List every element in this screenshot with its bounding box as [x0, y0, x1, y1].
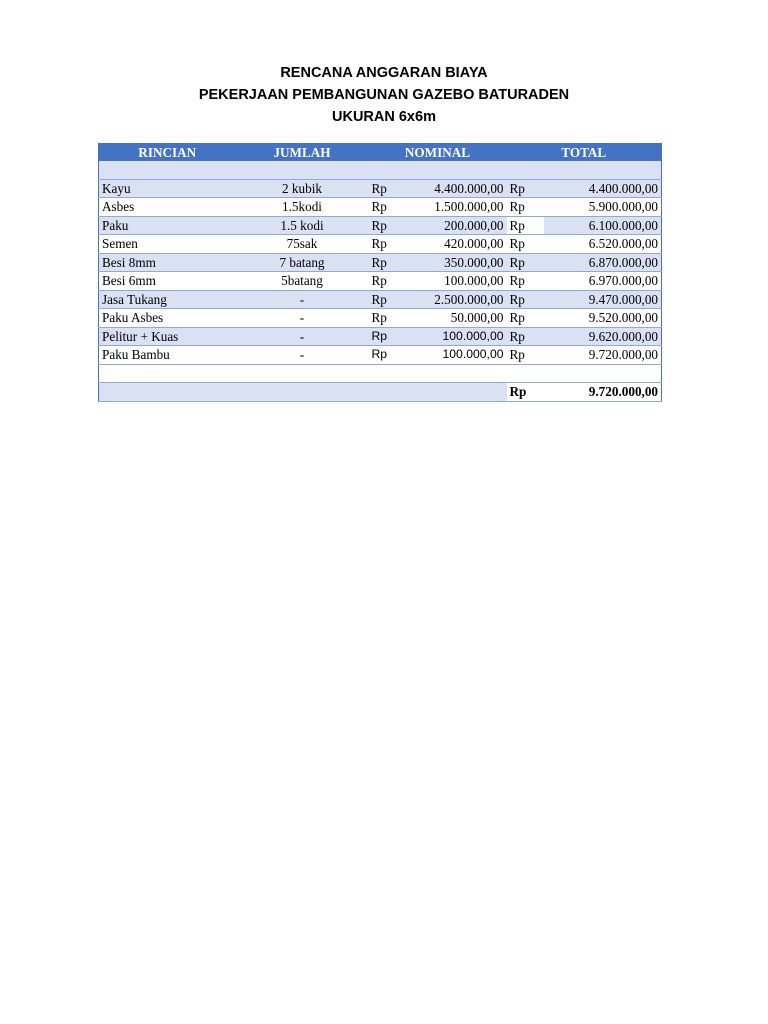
cell-rincian: Semen — [99, 235, 236, 254]
header-total: TOTAL — [507, 144, 662, 162]
cell-total: 6.520.000,00 — [544, 235, 662, 254]
cell-total: 9.620.000,00 — [544, 327, 662, 346]
cell-nominal-currency: Rp — [369, 235, 410, 254]
cell-jumlah: 75sak — [236, 235, 369, 254]
table-row — [99, 216, 662, 235]
table-row — [99, 272, 662, 291]
title-line-3: UKURAN 6x6m — [332, 109, 436, 125]
cell-total: 6.970.000,00 — [544, 272, 662, 291]
cell-jumlah: 1.5 kodi — [236, 216, 369, 235]
cell-total: 6.100.000,00 — [544, 216, 662, 235]
cell-total: 9.520.000,00 — [544, 309, 662, 328]
grand-total-value: 9.720.000,00 — [544, 383, 662, 402]
cell-rincian: Besi 8mm — [99, 253, 236, 272]
cell-nominal-currency: Rp — [369, 216, 410, 235]
cell-nominal-currency: Rp — [369, 309, 410, 328]
cell-rincian: Besi 6mm — [99, 272, 236, 291]
cell-nominal-currency: Rp — [369, 272, 410, 291]
cell-nominal: 200.000,00 — [410, 216, 507, 235]
spacer-row — [99, 364, 662, 383]
cell-jumlah: 5batang — [236, 272, 369, 291]
cell-nominal-currency: Rp — [369, 290, 410, 309]
cell-total-currency: Rp — [507, 179, 544, 198]
cell-nominal-currency: Rp — [369, 327, 410, 346]
cell-nominal: 100.000,00 — [410, 272, 507, 291]
document-title-block — [0, 62, 768, 128]
table-header-row — [99, 144, 662, 162]
cell-nominal: 1.500.000,00 — [410, 198, 507, 217]
cell-rincian: Jasa Tukang — [99, 290, 236, 309]
table-row — [99, 198, 662, 217]
cell-nominal: 50.000,00 — [410, 309, 507, 328]
cell-nominal: 4.400.000,00 — [410, 179, 507, 198]
table-row — [99, 235, 662, 254]
header-jumlah: JUMLAH — [236, 144, 369, 162]
cell-jumlah: - — [236, 346, 369, 365]
cell-total-currency: Rp — [507, 346, 544, 365]
cell-total-currency: Rp — [507, 253, 544, 272]
cell-jumlah: - — [236, 327, 369, 346]
table-row — [99, 179, 662, 198]
cell-nominal: 350.000,00 — [410, 253, 507, 272]
cell-rincian: Kayu — [99, 179, 236, 198]
header-nominal: NOMINAL — [369, 144, 507, 162]
cell-nominal: 100.000,00 — [410, 346, 507, 365]
title-line-2: PEKERJAAN PEMBANGUNAN GAZEBO BATURADEN — [198, 87, 570, 103]
cell-total: 5.900.000,00 — [544, 198, 662, 217]
cell-nominal-currency: Rp — [369, 179, 410, 198]
cell-total-currency: Rp — [507, 198, 544, 217]
cell-total-currency: Rp — [507, 327, 544, 346]
cell-total-currency: Rp — [507, 235, 544, 254]
cell-nominal-currency: Rp — [369, 346, 410, 365]
cell-nominal: 420.000,00 — [410, 235, 507, 254]
cell-rincian: Paku Bambu — [99, 346, 236, 365]
table-row — [99, 327, 662, 346]
title-line-1: RENCANA ANGGARAN BIAYA — [280, 65, 488, 81]
spacer-row — [99, 161, 662, 179]
budget-table — [98, 143, 662, 402]
cell-total-currency: Rp — [507, 309, 544, 328]
table-row — [99, 290, 662, 309]
cell-nominal-currency: Rp — [369, 253, 410, 272]
header-rincian: RINCIAN — [99, 144, 236, 162]
cell-total-currency: Rp — [507, 216, 544, 235]
cell-jumlah: 2 kubik — [236, 179, 369, 198]
cell-nominal-currency: Rp — [369, 198, 410, 217]
cell-rincian: Pelitur + Kuas — [99, 327, 236, 346]
cell-total-currency: Rp — [507, 290, 544, 309]
cell-nominal: 2.500.000,00 — [410, 290, 507, 309]
cell-total: 6.870.000,00 — [544, 253, 662, 272]
cell-nominal: 100.000,00 — [410, 327, 507, 346]
table-row — [99, 309, 662, 328]
cell-total: 9.470.000,00 — [544, 290, 662, 309]
cell-jumlah: 7 batang — [236, 253, 369, 272]
grand-total-row — [99, 383, 662, 402]
table-row — [99, 253, 662, 272]
cell-jumlah: - — [236, 290, 369, 309]
cell-rincian: Asbes — [99, 198, 236, 217]
cell-total: 9.720.000,00 — [544, 346, 662, 365]
cell-rincian: Paku — [99, 216, 236, 235]
grand-total-currency: Rp — [507, 383, 544, 402]
cell-total: 4.400.000,00 — [544, 179, 662, 198]
cell-jumlah: - — [236, 309, 369, 328]
cell-total-currency: Rp — [507, 272, 544, 291]
cell-rincian: Paku Asbes — [99, 309, 236, 328]
cell-jumlah: 1.5kodi — [236, 198, 369, 217]
table-row — [99, 346, 662, 365]
